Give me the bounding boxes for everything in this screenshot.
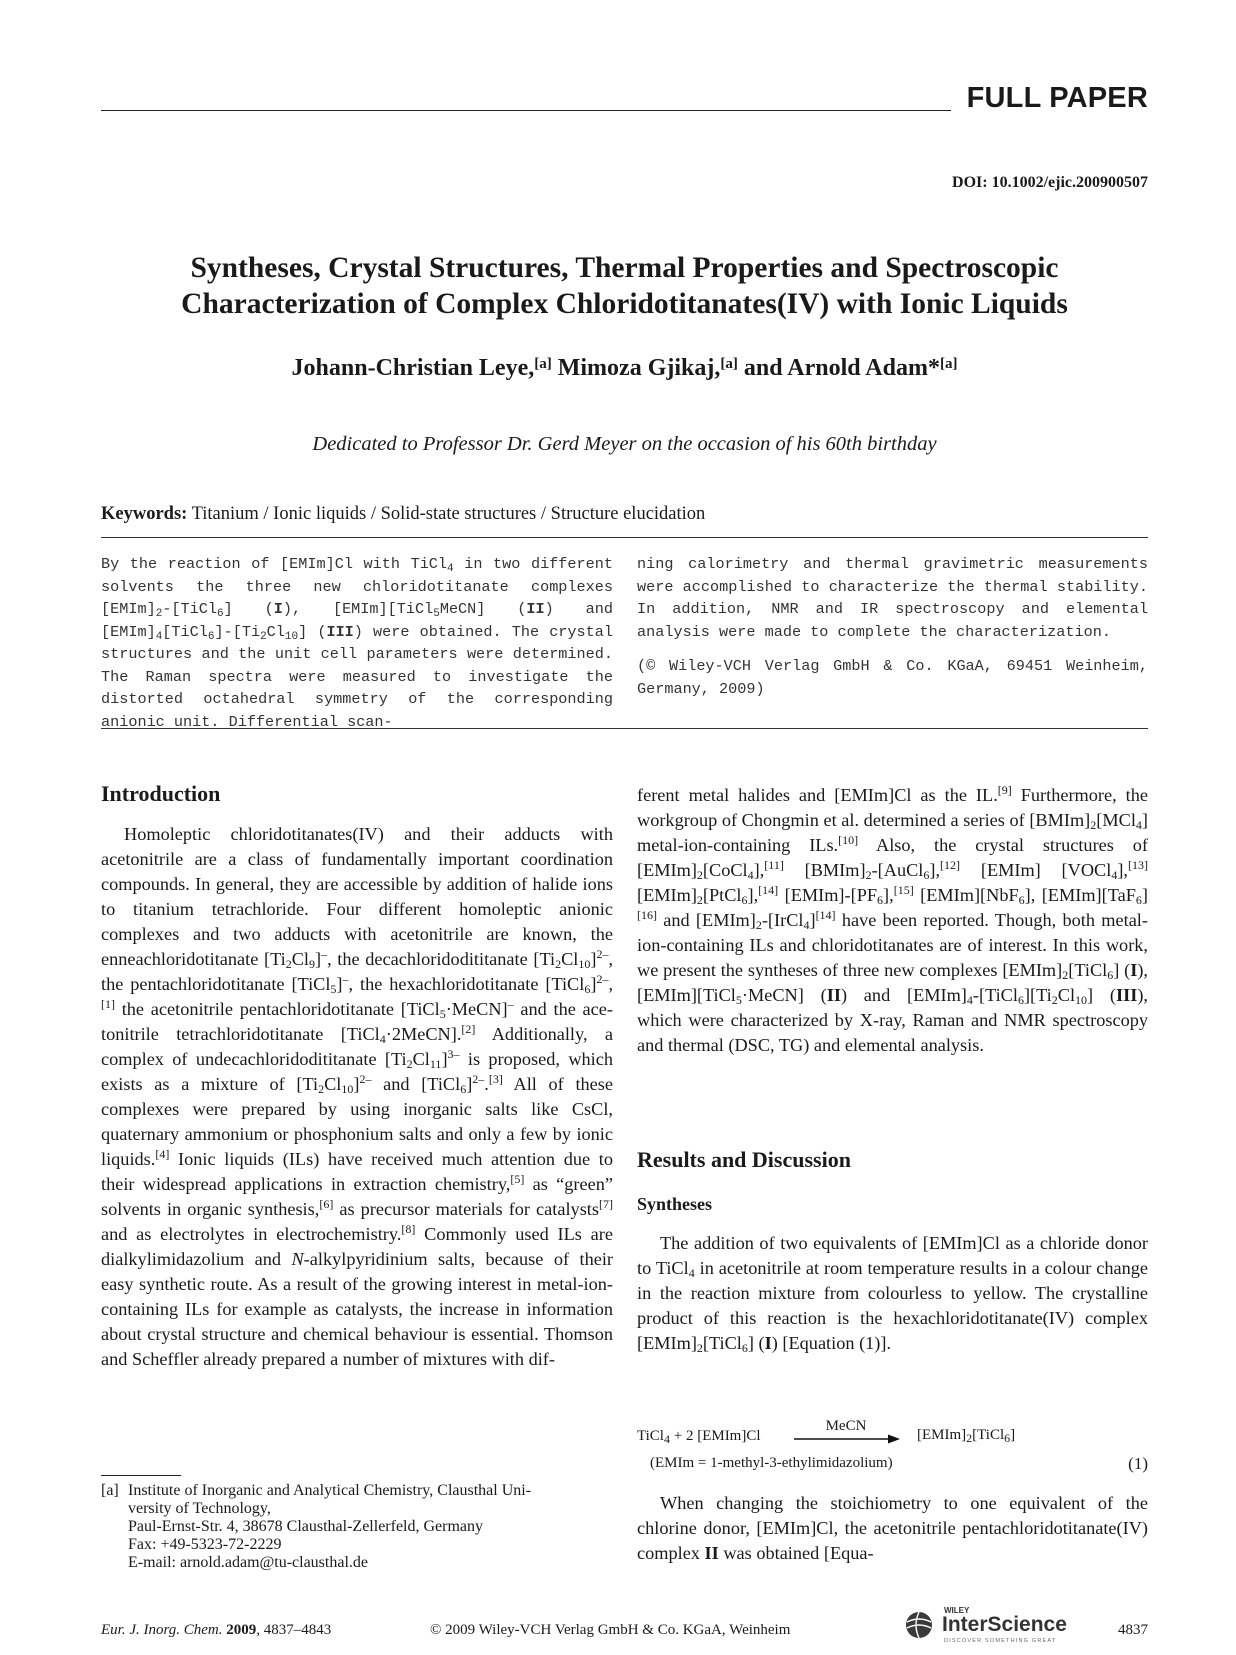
- section-heading-introduction: Introduction: [101, 781, 221, 806]
- abstract-bottom-rule: [101, 728, 1148, 729]
- affiliation-mark: [a]: [939, 356, 958, 372]
- title-line: Syntheses, Crystal Structures, Thermal Properties and Spectroscopic: [190, 252, 1059, 284]
- footnote-email[interactable]: E-mail: arnold.adam@tu-clausthal.de: [128, 1554, 368, 1571]
- journal-pages: , 4837–4843: [256, 1622, 332, 1638]
- reaction-arrow: [792, 1433, 902, 1445]
- author: Johann-Christian Leye,: [291, 355, 535, 381]
- page-number: 4837: [1118, 1622, 1148, 1638]
- journal-year: 2009: [226, 1622, 257, 1638]
- syntheses-text-continued: When changing the stoichiometry to one equivalent of the chlorine donor, [EMIm]Cl, the acetonitrile pentachloridotitanate(IV) complex II was obtained [Equa-: [637, 1493, 1148, 1563]
- section-heading-results: Results and Discussion: [637, 1147, 851, 1172]
- author: Mimoza Gjikaj,: [557, 355, 721, 381]
- logo-wiley: WILEY: [944, 1606, 970, 1615]
- equation-condition: MeCN: [825, 1418, 867, 1434]
- author: Arnold Adam*: [787, 355, 940, 381]
- introduction-text: Homoleptic chloridotitanates(IV) and their adducts with acetonitrile are a class of fundamentally important coordination compounds. In general, they are accessible by addition of halide ions to titanium tetrachloride. Four different homoleptic anionic complexes and two adducts with acetonitrile are known, the enneachloridotitanate $[Ti_2Cl_9]^-$, the decachloridodititanate $[Ti_2Cl_{10}]^{2-}$, the pentachloridotitanate [TiCl$_5$]–, the hexachloridotitanate [TiCl$_6$]$^{2-}$,[1] the acetonitrile pentachloridotitanate [TiCl$_5$·MeCN]– and the acetonitrile tetrachloridotitanate [TiCl$_4$·2MeCN].[2] Additionally, a complex of undecachloridodititanate $[Ti_2Cl_{11}]^{3-}$ is proposed, which exists as a mixture of $[Ti_2Cl_{10}]^{2-}$ and [TiCl$_6$]$^{2-}$.[3] All of these complexes were prepared by using inorganic salts like CsCl, quaternary ammonium or phosphonium salts and only a few by ionic liquids.[4] Ionic liquids (ILs) have received much attention due to their widespread applications in extraction chemistry,[5] as “green” solvents in organic synthesis,[6] as precursor materials for catalysts[7] and as electrolytes in electrochemistry.[8] Commonly used ILs are dialkylimidazolium and N-alkylpyridinium salts, because of their easy synthetic route. As a result of the growing interest in metal-ion-containing ILs for example as catalysts, the increase in information about crystal structure and chemical behaviour is essential. Thomson and Scheffler already prepared a number of mixtures with dif-: [101, 824, 614, 1369]
- logo-interscience: InterScience: [942, 1613, 1067, 1636]
- header-rule: [101, 110, 951, 111]
- section-label: FULL PAPER: [966, 82, 1148, 114]
- subsection-heading-syntheses: Syntheses: [637, 1194, 713, 1214]
- syntheses-text: The addition of two equivalents of [EMIm]Cl as a chloride donor to TiCl$_4$ in acetonitrile at room temperature results in a colour change in the reaction mixture from colourless to yellow. The crystalline product of this reaction is the hexachloridotitanate(IV) complex $[EMIm]_2[TiCl_6]$ (I) [Equation (1)].: [637, 1233, 1149, 1355]
- paper-title: [101, 250, 1148, 322]
- abstract-top-rule: [101, 537, 1148, 538]
- equation-product: $[EMIm]_2[TiCl_6]$: [917, 1427, 1016, 1445]
- abstract-right: ning calorimetry and thermal gravimetric measurements were accomplished to characterize the thermal stability. In addition, NMR and IR spectroscopy and elemental analysis were made to complete the characterization. (© Wiley-VCH Verlag GmbH & Co. KGaA, 69451 Weinheim, Germany, 2009): [637, 555, 1148, 698]
- footnote-line: Fax: +49-5323-72-2229: [128, 1536, 282, 1553]
- equation-note: (EMIm = 1-methyl-3-ethylimidazolium): [650, 1455, 893, 1471]
- affiliation-mark: [a]: [720, 356, 738, 372]
- affiliation-footnote: [101, 1482, 531, 1572]
- logo-tagline: DISCOVER SOMETHING GREAT: [944, 1638, 1057, 1644]
- footnote-line: versity of Technology,: [128, 1500, 271, 1517]
- abstract-copyright: (© Wiley-VCH Verlag GmbH & Co. KGaA, 69451 Weinheim, Germany, 2009): [637, 657, 1148, 698]
- keywords-text: Titanium / Ionic liquids / Solid-state structures / Structure elucidation: [191, 504, 706, 524]
- footer-copyright: © 2009 Wiley-VCH Verlag GmbH & Co. KGaA, Weinheim: [430, 1622, 791, 1638]
- author-list: [101, 355, 1148, 382]
- abstract-left: By the reaction of [EMIm]Cl with TiCl$_4$ in two different solvents the three new chloridotitanate complexes $[EMIm]_2-[TiCl_6]$ (I), [EMIm][TiCl$_5$MeCN] (II) and $[EMIm]_4[TiCl_6]-[Ti_2Cl_{10}]$ (III) were obtained. The crystal structures and the unit cell parameters were determined. The Raman spectra were measured to investigate the distorted octahedral symmetry of the corresponding anionic unit. Differential scan-: [101, 555, 613, 731]
- introduction-text-continued: ferent metal halides and [EMIm]Cl as the IL.[9] Furthermore, the workgroup of Chongmin et al. determined a series of $[BMIm]_2[MCl_4]$ metal-ion-containing ILs.[10] Also, the crystal structures of $[EMIm]_2[CoCl_4],[11]$ $[BMIm]_2-[AuCl_6],[12]$ [EMIm] [VOCl$_4$],[13] $[EMIm]_2[PtCl_6],[14]$ $[EMIm]-[PF_6],[15]$ [EMIm][NbF$_6$], [EMIm][TaF$_6$][16] and $[EMIm]_2-[IrCl_4][14]$ have been reported. Though, both metal-ion-containing ILs and chloridotitanates are of interest. In this work, we present the syntheses of three new complexes $[EMIm]_2[TiCl_6]$ (I), [EMIm][TiCl$_5$·MeCN] (II) and $[EMIm]_4-[TiCl_6][Ti_2Cl_{10}]$ (III), which were characterized by X-ray, Raman and NMR spectroscopy and thermal (DSC, TG) and elemental analysis.: [637, 783, 1149, 1055]
- equation-reactants: TiCl$_4$ + 2 [EMIm]Cl: [637, 1428, 761, 1446]
- keywords-label: Keywords:: [101, 504, 188, 524]
- affiliation-mark: [a]: [534, 356, 552, 372]
- dedication: Dedicated to Professor Dr. Gerd Meyer on the occasion of his 60th birthday: [312, 433, 937, 455]
- footnote-marker: [a]: [101, 1482, 119, 1499]
- journal-citation: [101, 1622, 331, 1639]
- title-line: Characterization of Complex Chloridotitanates(IV) with Ionic Liquids: [181, 288, 1068, 320]
- globe-icon: [904, 1610, 938, 1640]
- equation-number: (1): [1128, 1454, 1148, 1473]
- author-conjunction: and: [743, 355, 783, 381]
- journal-name: Eur. J. Inorg. Chem.: [101, 1622, 223, 1638]
- doi[interactable]: DOI: 10.1002/ejic.200900507: [952, 174, 1148, 191]
- footnote-line: Institute of Inorganic and Analytical Chemistry, Clausthal Uni-: [128, 1482, 532, 1499]
- keywords: [101, 504, 705, 525]
- interscience-logo[interactable]: [904, 1606, 1074, 1646]
- footnote-line: Paul-Ernst-Str. 4, 38678 Clausthal-Zellerfeld, Germany: [128, 1518, 484, 1535]
- footnote-rule: [101, 1475, 181, 1476]
